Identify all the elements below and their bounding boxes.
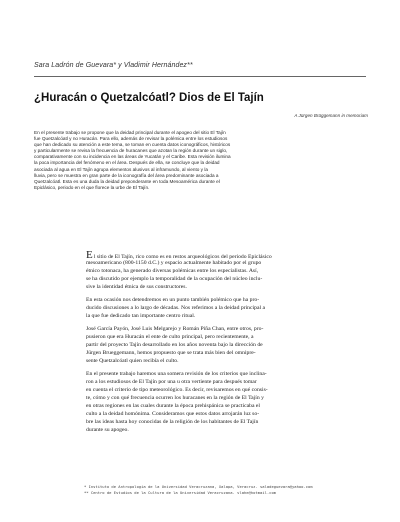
body-line: pusieron que era Huracán el ente de culto principal, pero recientemente, a — [86, 334, 254, 340]
body-line — [86, 251, 376, 259]
body-paragraph-4 — [86, 370, 376, 434]
footnote-line: ** Centro de Estudios de la Cultura de la Universidad Veracruzana. vlahe@hotmail.com — [84, 489, 277, 495]
body-line: José García Payón, José Luis Melgarejo y Román Piña Chan, entre otros, pro- — [86, 326, 264, 332]
article-title: ¿Huracán o Quetzalcóatl? Dios de El Tajín — [34, 92, 264, 104]
body-line: En esta ocasión nos detendremos en un punto también polémico que ha pro- — [86, 297, 260, 303]
footnote-line: * Instituto de Antropología de la Universidad Veracruzana, Xalapa, Veracruz. saladeguevara@yahoo.com — [84, 484, 313, 489]
body-paragraph-3 — [86, 325, 376, 365]
body-line-text: l sitio de El Tajín, rico como es en restos arqueológicos del periodo Epiclásico — [93, 254, 272, 259]
body-line: sive la identidad étnica de sus constructores. — [86, 284, 187, 290]
body-paragraph-1 — [86, 251, 376, 291]
abstract-line: comparativamente con su incidencia en las áreas de Yucatán y el Caribe. Esta revisión ilumina — [34, 154, 231, 160]
header-divider — [34, 76, 366, 77]
abstract-line: lluvia, pero se muestra en gran parte de la iconografía del área predominante asociada a — [34, 172, 219, 178]
drop-cap: E — [86, 251, 93, 259]
body-line: en otras regiones en las cuales durante la época prehispánica se practicaba el — [86, 403, 261, 409]
abstract-line: asociada al agua en El Tajín agrupa elementos alusivos al inframundo, al viento y la — [34, 166, 208, 172]
body-line: sente Quetzalcóatl quien recibía el culto. — [86, 358, 179, 364]
body-line: étnico totonaca, ha generado diversas polémicas entre los especialistas. Así, — [86, 268, 259, 274]
article-dedication: A Jürgen Brüggemann in memoriam — [294, 113, 368, 118]
article-body — [86, 251, 376, 434]
body-line: ron a los estudiosos de El Tajín por una u otra vertiente para después tomar — [86, 379, 257, 385]
abstract-line: En el presente trabajo se propone que la deidad principal durante el apogeo del sitio El Tajín — [34, 130, 226, 135]
abstract-line: Quetzalcóatl. Esta es una duda la deidad preponderante en toda Mesoamérica durante el — [34, 178, 220, 184]
abstract-line: y particularmente se revisa la frecuencia de huracanes que azotan la región durante un siglo, — [34, 148, 228, 154]
body-line: se ha discutido por ejemplo la temporalidad de la ocupación del núcleo inclu- — [86, 276, 263, 282]
body-line: mesoamericano (800-1150 d.C.) y espacio actualmente habitado por el grupo — [86, 260, 262, 266]
abstract-line: la poca importancia del fenómeno en el área. Después de ella, se concluye que la deidad — [34, 160, 220, 166]
body-line: en cuenta el criterio de tipo meteorológico. Es decir, revisaremos en qué consis- — [86, 387, 268, 393]
body-line: durante su apogeo. — [86, 427, 129, 433]
body-line: ducido discusiones a lo largo de décadas. Nos referimos a la deidad principal a — [86, 305, 265, 311]
abstract-line: que han dedicado su atención a este tema, se toman en cuenta datos iconográficos, históricos — [34, 142, 231, 148]
footnote — [84, 484, 374, 495]
body-line: culto a la deidad homónima. Consideramos que estos datos arrojarán luz so- — [86, 411, 260, 417]
body-paragraph-2 — [86, 296, 376, 320]
body-line: te, cómo y con qué frecuencia ocurren los huracanes en la región de El Tajín y — [86, 395, 264, 401]
abstract-line: Epiclásico, periodo en el que florece la urbe de El Tajín. — [34, 184, 150, 190]
body-line: En el presente trabajo haremos una somera revisión de los criterios que inclina- — [86, 371, 267, 377]
body-line: Jürgen Brueggemann, hemos propuesto que se trata más bien del omnipre- — [86, 350, 256, 356]
article-abstract — [34, 130, 364, 191]
article-authors: Sara Ladrón de Guevara* y Vladimir Hernández** — [34, 62, 193, 69]
body-line: la que fue dedicado tan importante centro ritual. — [86, 313, 196, 319]
body-line: bre las ideas hasta hoy conocidas de la religión de los habitantes de El Tajín — [86, 419, 259, 425]
abstract-line: fue Quetzalcóatl y no Huracán. Para ello, además de revisar la polémica entre los estudiosos — [34, 136, 228, 142]
body-line: partir del proyecto Tajín desarrollado en los años noventa bajo la dirección de — [86, 342, 263, 348]
